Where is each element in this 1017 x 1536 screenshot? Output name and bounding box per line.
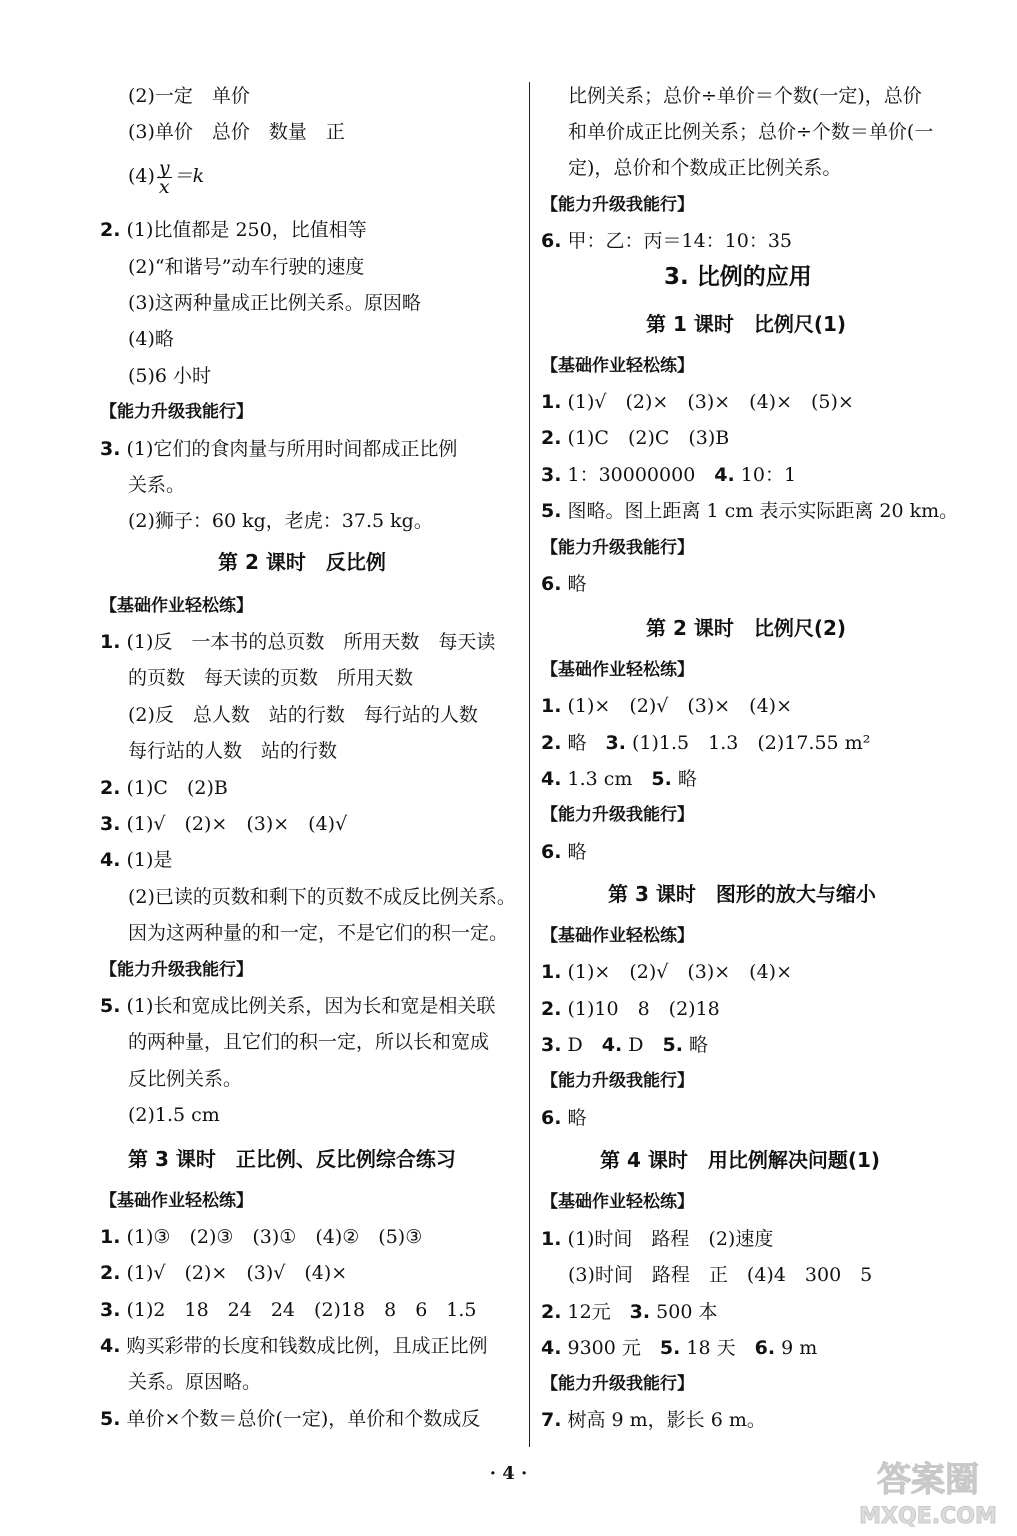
answer-line: 6. 略	[541, 573, 587, 595]
answer-line: 2. (1)C (2)C (3)B	[541, 427, 730, 449]
section-header: 【能力升级我能行】	[541, 1071, 694, 1091]
answer-line: 的页数 每天读的页数 所用天数	[128, 667, 414, 689]
column-divider	[529, 82, 530, 1447]
question-number: 4.	[100, 1335, 121, 1357]
question-number: 2.	[100, 219, 121, 241]
section-header: 【能力升级我能行】	[541, 1374, 694, 1394]
answer-line: (3)这两种量成正比例关系。原因略	[128, 292, 421, 314]
answer-line: (2)1.5 cm	[128, 1104, 220, 1126]
section-header: 【基础作业轻松练】	[541, 926, 694, 946]
question-number: 4.	[541, 1337, 562, 1359]
answer-line: 6. 甲：乙：丙＝14：10：35	[541, 230, 793, 252]
answer-line: 5. (1)长和宽成比例关系，因为长和宽是相关联	[100, 995, 496, 1017]
answer-line: 4. 购买彩带的长度和钱数成比例，且成正比例	[100, 1335, 488, 1357]
answer-line: (2)反 总人数 站的行数 每行站的人数	[128, 704, 478, 726]
chapter-title: 3. 比例的应用	[664, 264, 812, 290]
question-number: 2.	[541, 1301, 562, 1323]
lesson-title: 第 3 课时 正比例、反比例综合练习	[128, 1147, 456, 1171]
answer-line: 因为这两种量的和一定，不是它们的积一定。	[128, 922, 509, 944]
answer-line: (3)时间 路程 正 (4)4 300 5	[568, 1264, 873, 1286]
question-number: 6.	[541, 1107, 562, 1129]
answer-line: (2)狮子：60 kg，老虎：37.5 kg。	[128, 510, 433, 532]
answer-line: 6. 略	[541, 841, 587, 863]
section-header: 【能力升级我能行】	[541, 805, 694, 825]
question-number: 3.	[541, 1034, 562, 1056]
question-number: 6.	[541, 573, 562, 595]
answer-line: 1. (1)时间 路程 (2)速度	[541, 1228, 774, 1250]
answer-line: 2. 略 3. (1)1.5 1.3 (2)17.55 m²	[541, 732, 871, 754]
answer-line: 的两种量，且它们的积一定，所以长和宽成	[128, 1031, 490, 1053]
answer-line: 3. D 4. D 5. 略	[541, 1034, 708, 1056]
answer-line: 3. (1)它们的食肉量与所用时间都成正比例	[100, 438, 458, 460]
section-header: 【能力升级我能行】	[100, 960, 253, 980]
lesson-title: 第 1 课时 比例尺(1)	[646, 312, 847, 336]
question-number: 6.	[541, 230, 562, 252]
answer-line: 1. (1)反 一本书的总页数 所用天数 每天读	[100, 631, 496, 653]
answer-line: 定)，总价和个数成正比例关系。	[568, 157, 842, 179]
answer-line: 1. (1)√ (2)× (3)× (4)× (5)×	[541, 391, 854, 413]
answer-line: 和单价成正比例关系；总价÷个数＝单价(一	[568, 121, 934, 143]
answer-line: 3. (1)2 18 24 24 (2)18 8 6 1.5	[100, 1299, 477, 1321]
answer-line: 关系。	[128, 474, 186, 496]
answer-line: (5)6 小时	[128, 365, 212, 387]
fraction: $\frac{y}{x}$	[158, 156, 170, 198]
question-number: 7.	[541, 1409, 562, 1431]
section-header: 【能力升级我能行】	[541, 195, 694, 215]
section-header: 【基础作业轻松练】	[541, 356, 694, 376]
answer-line: 2. (1)C (2)B	[100, 777, 228, 799]
lesson-title: 第 2 课时 比例尺(2)	[646, 616, 847, 640]
section-header: 【基础作业轻松练】	[100, 1191, 253, 1211]
section-header: 【基础作业轻松练】	[541, 1192, 694, 1212]
question-number: 3.	[100, 1299, 121, 1321]
answer-line: (4)略	[128, 328, 174, 350]
question-number: 5.	[100, 1408, 121, 1430]
answer-line: 2. (1)比值都是 250，比值相等	[100, 219, 367, 241]
question-number: 1.	[100, 1226, 121, 1248]
answer-line: 2. (1)10 8 (2)18	[541, 998, 720, 1020]
question-number: 1.	[541, 391, 562, 413]
question-number: 5.	[100, 995, 121, 1017]
answer-line: 1. (1)③ (2)③ (3)① (4)② (5)③	[100, 1226, 423, 1248]
answer-line: 反比例关系。	[128, 1068, 243, 1090]
answer-line: (3)单价 总价 数量 正	[128, 121, 345, 143]
answer-line: 6. 略	[541, 1107, 587, 1129]
answer-line: 7. 树高 9 m，影长 6 m。	[541, 1409, 766, 1431]
watermark-line1: 答案圈	[877, 1460, 979, 1500]
section-header: 【基础作业轻松练】	[541, 660, 694, 680]
question-number: 4.	[541, 768, 562, 790]
question-number: 1.	[541, 1228, 562, 1250]
answer-line: 4. (1)是	[100, 849, 173, 871]
answer-line: 4. 9300 元 5. 18 天 6. 9 m	[541, 1337, 818, 1359]
section-header: 【能力升级我能行】	[541, 538, 694, 558]
watermark-line2: MXQE.COM	[859, 1504, 997, 1529]
section-header: 【能力升级我能行】	[100, 402, 253, 422]
answer-line: 3. (1)√ (2)× (3)× (4)√	[100, 813, 348, 835]
question-number: 2.	[541, 732, 562, 754]
question-number: 1.	[541, 695, 562, 717]
answer-line: 比例关系；总价÷单价＝个数(一定)，总价	[568, 85, 922, 107]
answer-line: 3. 1：30000000 4. 10：1	[541, 464, 797, 486]
question-number: 2.	[100, 777, 121, 799]
question-number: 1.	[541, 961, 562, 983]
answer-line: 关系。原因略。	[128, 1371, 262, 1393]
question-number: 3.	[100, 813, 121, 835]
question-number: 6.	[541, 841, 562, 863]
question-number: 2.	[541, 427, 562, 449]
question-number: 3.	[541, 464, 562, 486]
answer-line: 1. (1)× (2)√ (3)× (4)×	[541, 695, 793, 717]
question-number: 5.	[541, 500, 562, 522]
section-header: 【基础作业轻松练】	[100, 596, 253, 616]
lesson-title: 第 3 课时 图形的放大与缩小	[608, 882, 876, 906]
answer-line-fraction: (4) $\frac{y}{x}$ ＝k	[128, 156, 205, 198]
answer-line: 2. 12元 3. 500 本	[541, 1301, 718, 1323]
answer-line: (2)一定 单价	[128, 85, 250, 107]
question-number: 2.	[100, 1262, 121, 1284]
answer-line: (2)已读的页数和剩下的页数不成反比例关系。	[128, 886, 516, 908]
answer-line: 5. 图略。图上距离 1 cm 表示实际距离 20 km。	[541, 500, 959, 522]
answer-line: 4. 1.3 cm 5. 略	[541, 768, 697, 790]
watermark-logo	[848, 1455, 1008, 1529]
answer-line: 2. (1)√ (2)× (3)√ (4)×	[100, 1262, 348, 1284]
answer-line: 每行站的人数 站的行数	[128, 740, 338, 762]
lesson-title: 第 4 课时 用比例解决问题(1)	[600, 1148, 881, 1172]
answer-line: (2)“和谐号”动车行驶的速度	[128, 256, 365, 278]
lesson-title: 第 2 课时 反比例	[218, 550, 386, 574]
page-number: · 4 ·	[489, 1463, 528, 1484]
question-number: 3.	[100, 438, 121, 460]
answer-line: 1. (1)× (2)√ (3)× (4)×	[541, 961, 793, 983]
question-number: 4.	[100, 849, 121, 871]
question-number: 2.	[541, 998, 562, 1020]
question-number: 1.	[100, 631, 121, 653]
answer-line: 5. 单价×个数＝总价(一定)，单价和个数成反	[100, 1408, 481, 1430]
